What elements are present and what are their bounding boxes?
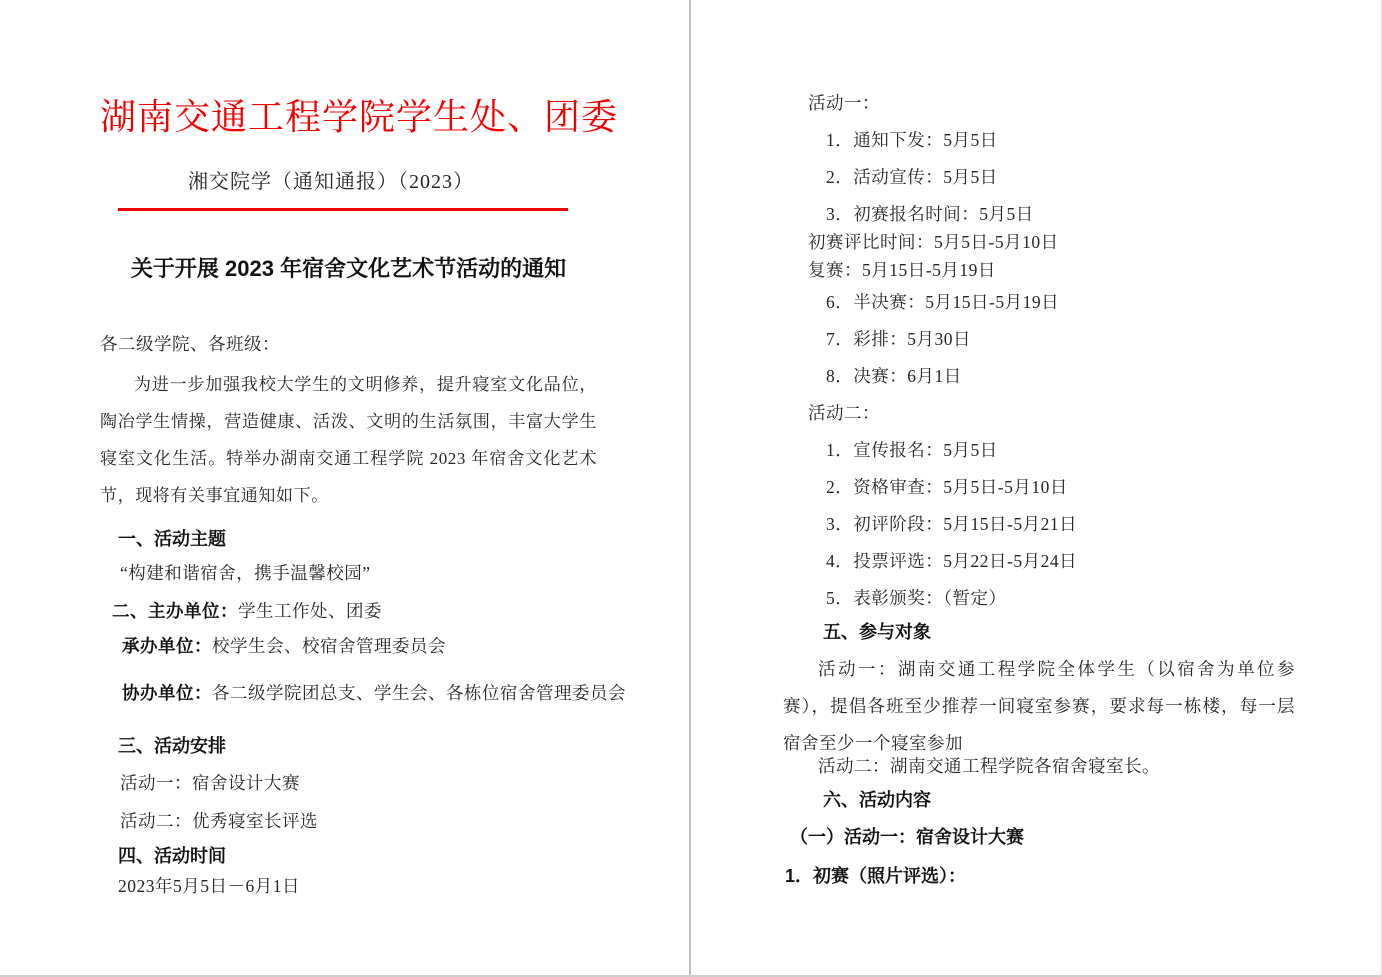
- schedule-item: 5．表彰颁奖：（暂定）: [826, 588, 1007, 608]
- salutation: 各二级学院、各班级：: [100, 334, 280, 354]
- undertaker-value: 校学生会、校宿舍管理委员会: [212, 636, 446, 656]
- page-1: [100, 95, 626, 898]
- schedule-item: 7．彩排：5月30日: [826, 329, 971, 349]
- section-5-heading: 五、参与对象: [823, 622, 931, 642]
- section-6-sub-heading: （一）活动一：宿舍设计大赛: [790, 827, 1024, 847]
- schedule-item: 2．活动宣传：5月5日: [826, 167, 998, 187]
- host-line: [112, 599, 597, 623]
- doc-title: 关于开展 2023 年宿舍文化艺术节活动的通知: [130, 256, 567, 281]
- section-3-heading: 三、活动安排: [118, 736, 226, 756]
- schedule-item: 1．通知下发：5月5日: [826, 130, 998, 150]
- activity-2-line: 活动二：优秀寝室长评选: [120, 811, 318, 831]
- date-range-line: 2023年5月5日－6月1日: [118, 876, 300, 896]
- schedule-item: 4．投票评选：5月22日-5月24日: [826, 551, 1078, 571]
- page-2: [783, 91, 1295, 888]
- activity-1-line: 活动一：宿舍设计大赛: [120, 773, 300, 793]
- schedule-item: 6．半决赛：5月15日-5月19日: [826, 292, 1060, 312]
- section-4-heading: 四、活动时间: [118, 846, 226, 866]
- activity-1-schedule-label: 活动一：: [808, 93, 880, 113]
- section-6-item-1: 1．初赛（照片评选）：: [785, 866, 967, 886]
- theme-line: “构建和谐宿舍，携手温馨校园”: [120, 563, 371, 583]
- schedule-item: 1．宣传报名：5月5日: [826, 440, 998, 460]
- org-title: 湖南交通工程学院学生处、团委: [100, 97, 619, 137]
- intro-paragraph: 为进一步加强我校大学生的文明修养，提升寝室文化品位，陶冶学生情操，营造健康、活泼、文明的生活氛围，丰富大学生寝室文化生活。特举办湖南交通工程学院 2023 年宿舍文化艺术节，现将有关事宜通知如下。: [100, 375, 597, 505]
- host-value: 学生工作处、团委: [238, 601, 382, 621]
- schedule-item: 复赛：5月15日-5月19日: [808, 260, 996, 280]
- schedule-item: 8．决赛：6月1日: [826, 366, 962, 386]
- activity-2-schedule-label: 活动二：: [808, 403, 880, 423]
- undertaker-line: [122, 634, 597, 658]
- schedule-item: 3．初评阶段：5月15日-5月21日: [826, 514, 1078, 534]
- co-organizer-value: 各二级学院团总支、学生会、各栋位宿舍管理委员会: [212, 683, 626, 703]
- section-6-heading: 六、活动内容: [823, 790, 931, 810]
- participants-activity-2: 活动二：湖南交通工程学院各宿舍寝室长。: [818, 756, 1160, 776]
- red-divider-line: [118, 208, 568, 211]
- schedule-item: 2．资格审查：5月5日-5月10日: [826, 477, 1068, 497]
- undertaker-label: 承办单位：: [122, 636, 212, 656]
- co-organizer-line: [122, 681, 626, 705]
- participants-activity-1: 活动一：湖南交通工程学院全体学生（以宿舍为单位参赛），提倡各班至少推荐一间寝室参赛，要求每一栋楼，每一层宿舍至少一个寝室参加: [783, 659, 1295, 753]
- co-organizer-label: 协办单位：: [122, 683, 212, 703]
- schedule-item: 3．初赛报名时间：5月5日: [826, 204, 1034, 224]
- schedule-item: 初赛评比时间：5月5日-5月10日: [808, 232, 1059, 252]
- page-divider: [689, 0, 691, 977]
- host-label: 二、主办单位：: [112, 601, 238, 621]
- doc-number: 湘交院学（通知通报）（2023）: [188, 171, 474, 193]
- section-1-heading: 一、活动主题: [118, 529, 226, 549]
